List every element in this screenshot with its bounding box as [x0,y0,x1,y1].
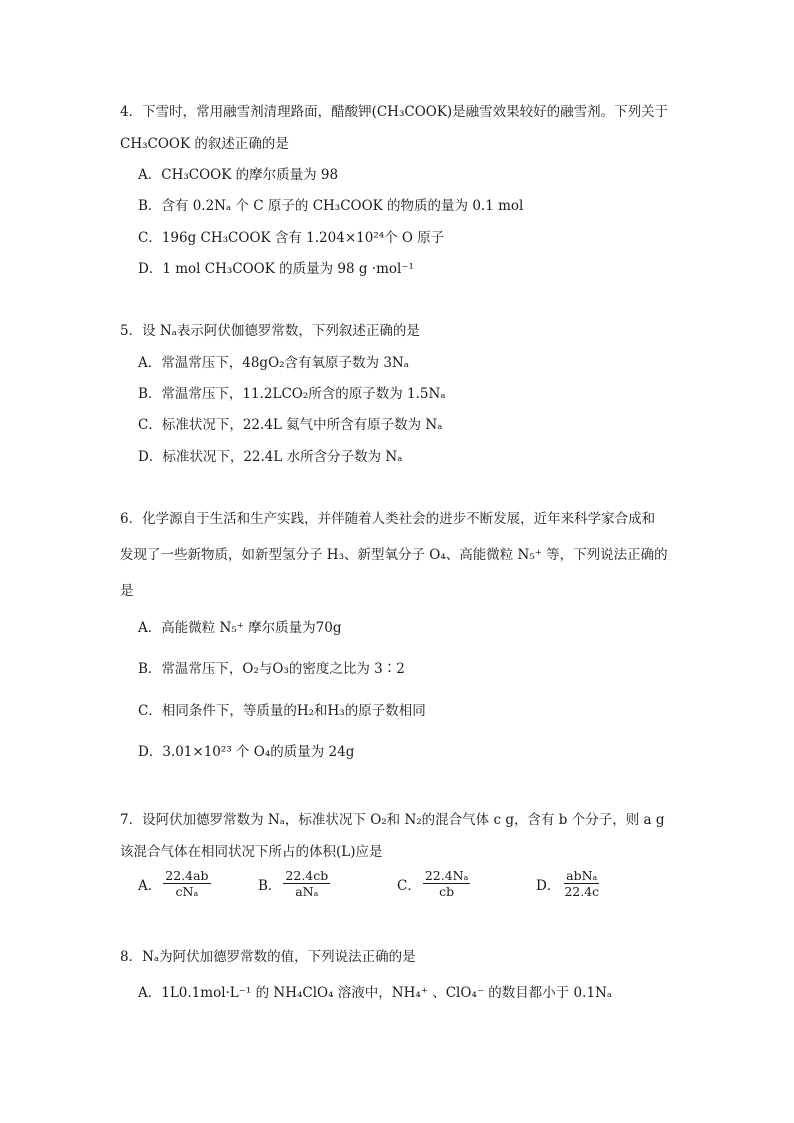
q7-option-a-fraction [163,868,210,899]
q4-option-c: C．196g CH₃COOK 含有 1.204×10²⁴个 O 原子 [138,230,445,246]
q8-stem: 8．Nₐ为阿伏加德罗常数的值，下列说法正确的是 [120,949,416,965]
q7-option-c-denominator: cb [439,884,455,899]
q7-option-c-fraction [423,868,471,899]
q5-option-b: B．常温常压下，11.2LCO₂所含的原子数为 1.5Nₐ [138,386,446,402]
q7-option-b-label: B． [258,877,282,894]
q7-option-c [397,868,470,899]
q7-stem-line1: 7．设阿伏加德罗常数为 Nₐ，标准状况下 O₂和 N₂的混合气体 c g，含有 b 个分子，则 a g [120,812,665,828]
q6-stem-line1: 6．化学源自于生活和生产实践，并伴随着人类社会的进步不断发展，近年来科学家合成和 [120,511,656,527]
q7-option-d-numerator: abNₐ [566,868,598,883]
q5-option-c: C．标准状况下，22.4L 氦气中所含有原子数为 Nₐ [138,417,443,433]
q5-option-a: A．常温常压下，48gO₂含有氧原子数为 3Nₐ [138,355,409,371]
q7-option-d-label: D． [536,877,561,894]
q6-option-d: D．3.01×10²³ 个 O₄的质量为 24g [138,744,355,760]
q6-option-b: B．常温常压下，O₂与O₃的密度之比为 3∶2 [138,661,405,677]
q4-stem-line1: 4．下雪时，常用融雪剂清理路面，醋酸钾(CH₃COOK)是融雪效果较好的融雪剂。下列关于 [120,104,669,120]
q5-stem: 5．设 Nₐ表示阿伏伽德罗常数，下列叙述正确的是 [120,323,420,339]
q6-stem-line3: 是 [120,583,134,599]
q4-option-b: B．含有 0.2Nₐ 个 C 原子的 CH₃COOK 的物质的量为 0.1 mol [138,198,524,214]
q7-option-b-fraction [283,868,330,899]
q7-option-a-numerator: 22.4ab [165,868,209,883]
q7-option-b-numerator: 22.4cb [285,868,329,883]
q7-option-b-denominator: aNₐ [295,884,319,899]
q6-option-c: C．相同条件下，等质量的H₂和H₃的原子数相同 [138,703,426,719]
q7-option-b [258,868,330,899]
q7-stem-line2: 该混合气体在相同状况下所占的体积(L)应是 [120,844,383,860]
q7-option-a [138,868,211,899]
q4-stem-line2: CH₃COOK 的叙述正确的是 [120,136,289,152]
q7-option-d [536,868,601,899]
q7-option-d-fraction [562,868,601,899]
q7-option-a-label: A． [138,877,162,894]
q5-option-d: D．标准状况下，22.4L 水所含分子数为 Nₐ [138,449,403,465]
q6-option-a: A．高能微粒 N₅⁺ 摩尔质量为70g [138,620,342,636]
q7-option-d-denominator: 22.4c [564,884,600,899]
q8-option-a: A．1L0.1mol·L⁻¹ 的 NH₄ClO₄ 溶液中，NH₄⁺ 、ClO₄⁻ 的数目都小于 0.1Nₐ [138,985,613,1001]
q6-stem-line2: 发现了一些新物质，如新型氢分子 H₃、新型氧分子 O₄、高能微粒 N₅⁺ 等，下列说法正确的 [120,547,668,563]
q4-option-d: D．1 mol CH₃COOK 的质量为 98 g ·mol⁻¹ [138,261,414,277]
q7-option-a-denominator: cNₐ [175,884,199,899]
q7-option-c-numerator: 22.4Nₐ [424,868,469,883]
q7-option-c-label: C． [397,877,421,894]
q4-option-a: A．CH₃COOK 的摩尔质量为 98 [138,167,339,183]
